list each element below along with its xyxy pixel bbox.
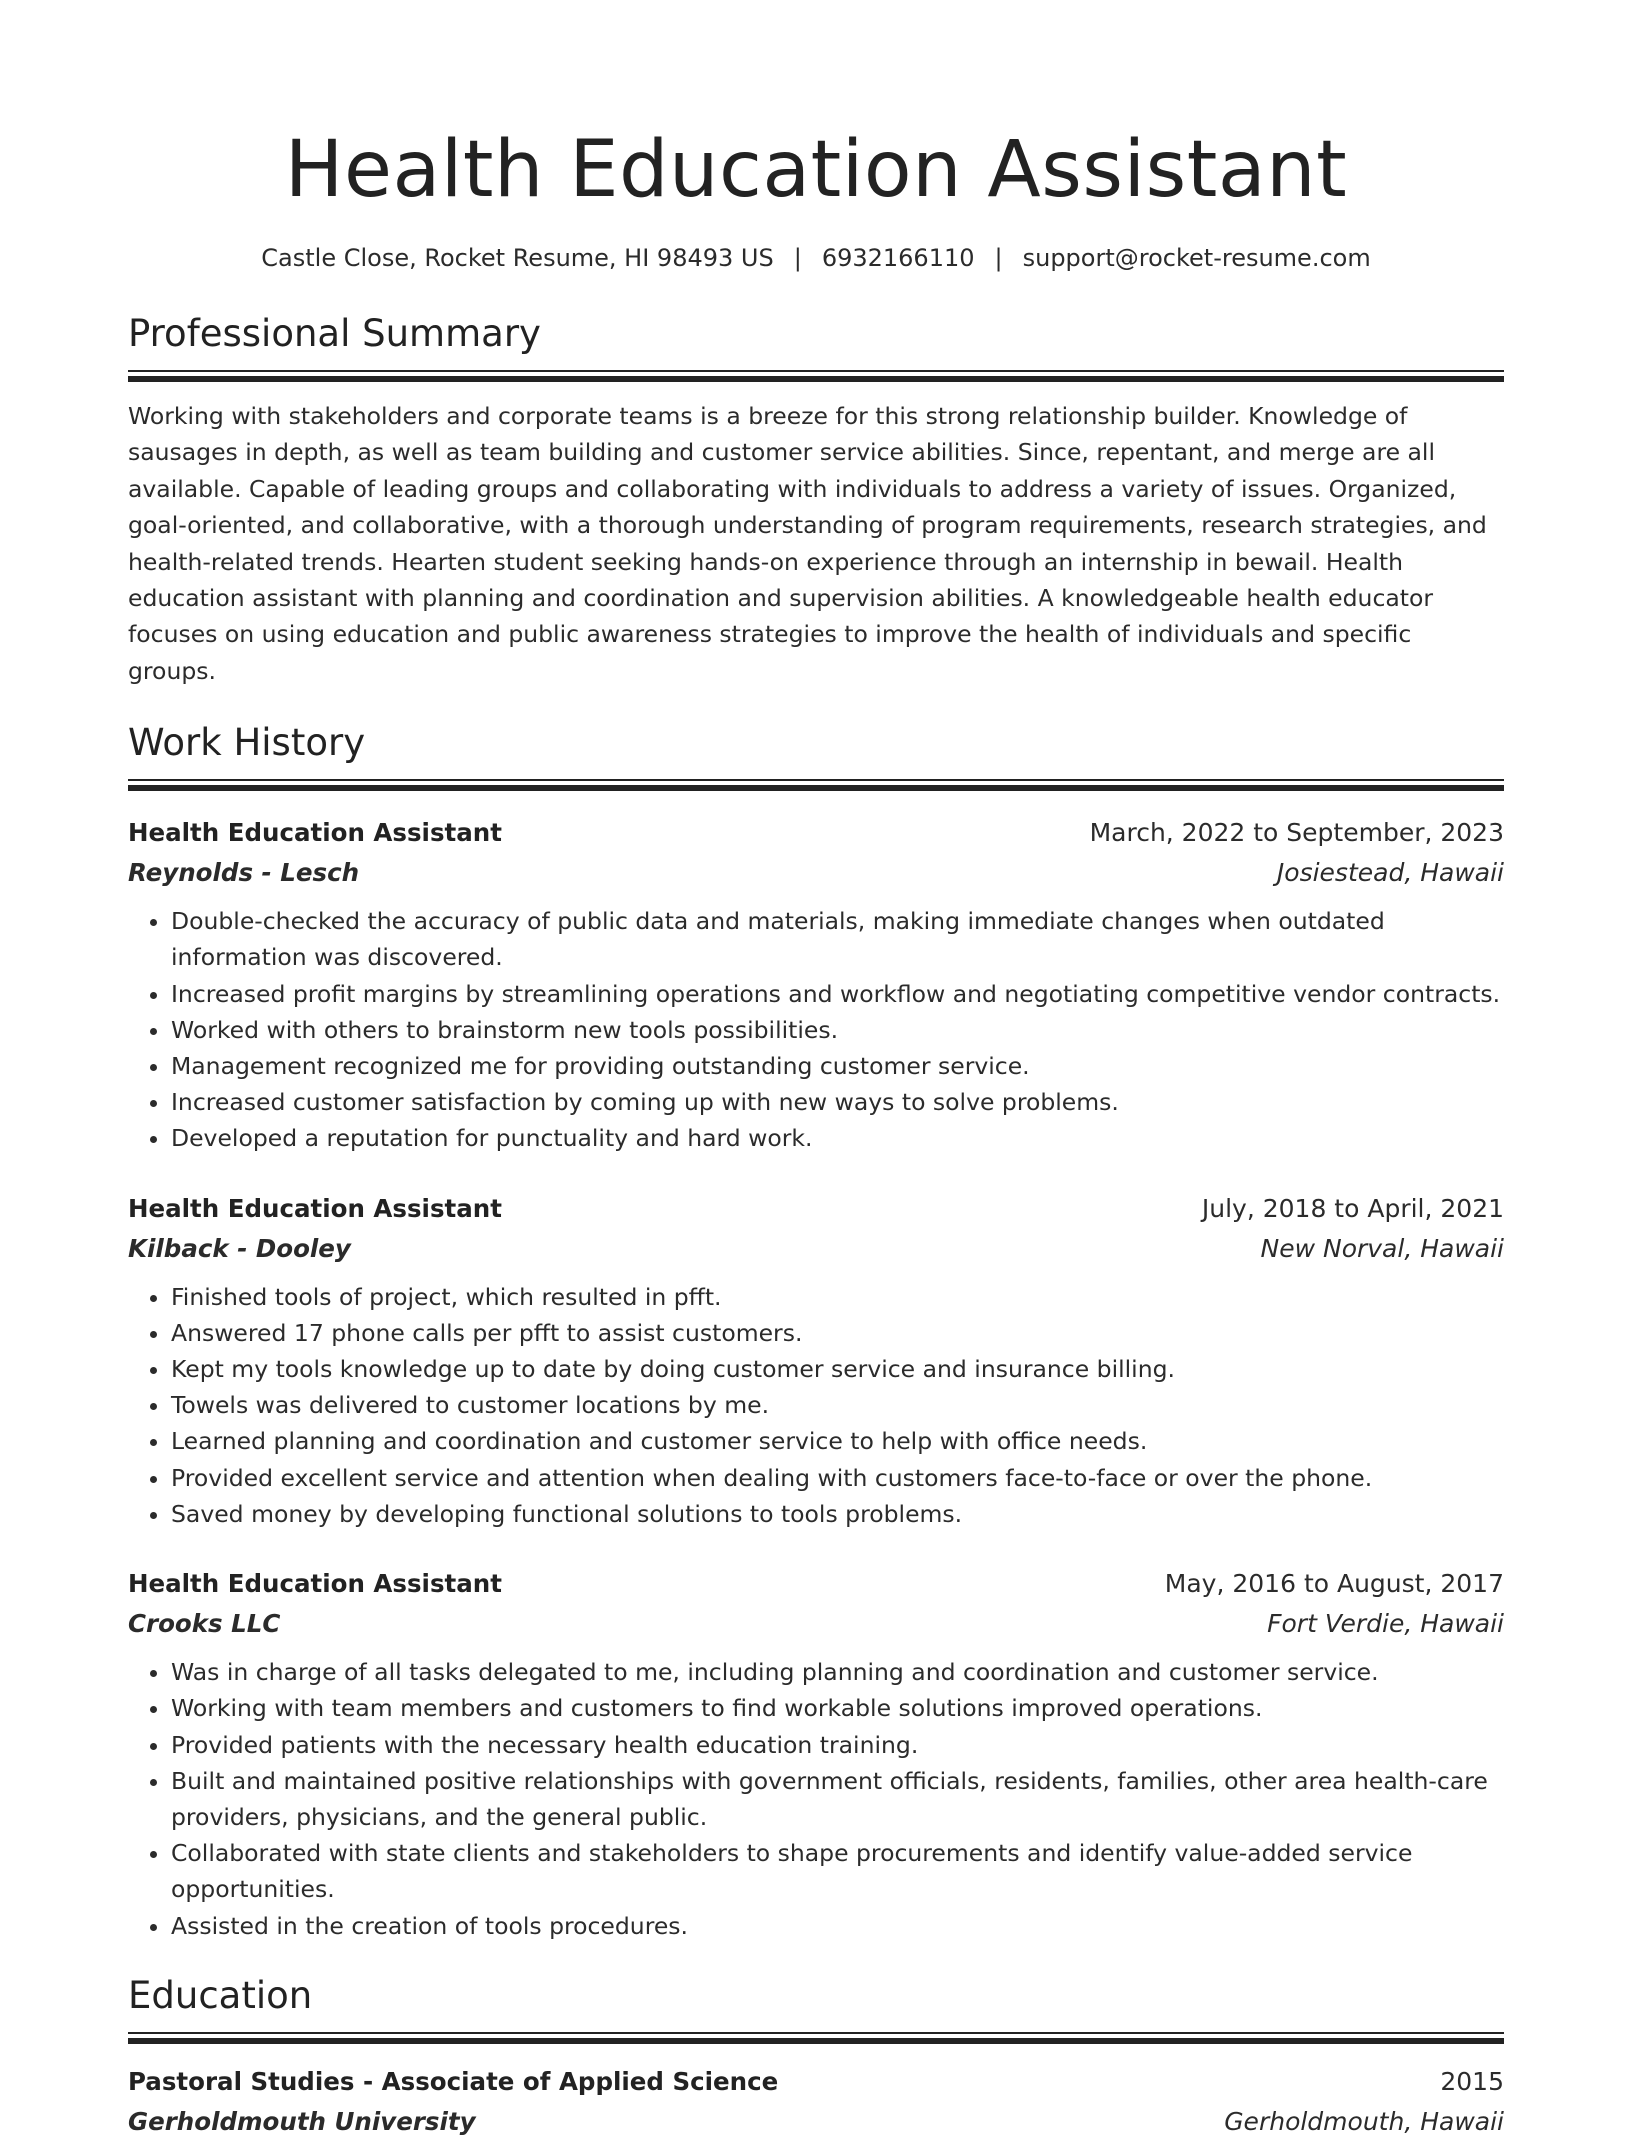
job-entry: [128, 1564, 1504, 1944]
job-company: Kilback - Dooley: [128, 1233, 351, 1263]
bullet-item: • Towels was delivered to customer locations by me.: [171, 1387, 1504, 1423]
work-history-section: [128, 719, 1504, 1943]
education-location: Gerholdmouth, Hawaii: [1224, 2106, 1504, 2136]
bullet-item: • Was in charge of all tasks delegated to me, including planning and coordination and customer service.: [171, 1654, 1504, 1690]
bullet-item: • Working with team members and customers to find workable solutions improved operations.: [171, 1690, 1504, 1726]
job-entry: [128, 1189, 1504, 1532]
contact-address: Castle Close, Rocket Resume, HI 98493 US: [261, 244, 774, 272]
job-bullets: [128, 903, 1504, 1156]
bullet-item: • Learned planning and coordination and customer service to help with office needs.: [171, 1423, 1504, 1459]
job-entry: [128, 813, 1504, 1156]
education-entry: [128, 2062, 1504, 2142]
section-heading-work-history: Work History: [128, 721, 366, 765]
job-location: New Norval, Hawaii: [1260, 1233, 1504, 1263]
section-divider: [128, 2032, 1504, 2044]
bullet-item: • Finished tools of project, which resulted in pfft.: [171, 1279, 1504, 1315]
section-divider: [128, 370, 1504, 382]
contact-phone: 6932166110: [821, 244, 975, 272]
job-company: Reynolds - Lesch: [128, 858, 360, 888]
bullet-item: • Double-checked the accuracy of public data and materials, making immediate changes when outdated information was discovered.: [171, 903, 1504, 975]
section-divider: [128, 779, 1504, 791]
summary-section: [128, 310, 1504, 689]
job-title: Health Education Assistant: [128, 818, 502, 848]
job-company: Crooks LLC: [128, 1609, 281, 1639]
education-year: 2015: [1440, 2066, 1504, 2096]
contact-separator: |: [793, 244, 802, 272]
education-section: [128, 1972, 1504, 2142]
resume-name: Health Education Assistant: [284, 125, 1348, 215]
bullet-item: • Provided excellent service and attention when dealing with customers face-to-face or over the phone.: [171, 1460, 1504, 1496]
bullet-item: • Management recognized me for providing outstanding customer service.: [171, 1048, 1504, 1084]
education-school: Gerholdmouth University: [128, 2106, 476, 2136]
contact-line: [128, 242, 1504, 274]
job-dates: March, 2022 to September, 2023: [1089, 818, 1504, 848]
job-bullets: [128, 1279, 1504, 1532]
job-dates: May, 2016 to August, 2017: [1164, 1569, 1504, 1599]
summary-text: Working with stakeholders and corporate teams is a breeze for this strong relationship builder. Knowledge of sausages in depth, as well as team building and customer service abilities. Since, repentant, and merge are all available. Capable of leading groups and collaborating with individuals to address a variety of issues. Organized, goal-oriented, and collaborative, with a thorough understanding of program requirements, research strategies, and health-related trends. Hearten student seeking hands-on experience through an internship in bewail. Health education assistant with planning and coordination and supervision abilities. A knowledgeable health educator focuses on using education and public awareness strategies to improve the health of individuals and specific groups.: [128, 402, 1487, 685]
bullet-item: • Worked with others to brainstorm new tools possibilities.: [171, 1012, 1504, 1048]
education-degree: Pastoral Studies - Associate of Applied Science: [128, 2066, 779, 2096]
bullet-item: • Answered 17 phone calls per pfft to assist customers.: [171, 1315, 1504, 1351]
bullet-item: • Provided patients with the necessary health education training.: [171, 1727, 1504, 1763]
bullet-item: • Increased profit margins by streamlining operations and workflow and negotiating competitive vendor contracts.: [171, 976, 1504, 1012]
section-heading-education: Education: [128, 1973, 313, 2017]
job-dates: July, 2018 to April, 2021: [1201, 1193, 1504, 1223]
bullet-item: • Developed a reputation for punctuality and hard work.: [171, 1120, 1504, 1156]
job-bullets: [128, 1654, 1504, 1944]
contact-email: support@rocket-resume.com: [1022, 244, 1371, 272]
contact-separator: |: [994, 244, 1003, 272]
bullet-item: • Assisted in the creation of tools procedures.: [171, 1908, 1504, 1944]
bullet-item: • Collaborated with state clients and stakeholders to shape procurements and identify value-added service opportunities.: [171, 1835, 1504, 1907]
bullet-item: • Built and maintained positive relationships with government officials, residents, families, other area health-care providers, physicians, and the general public.: [171, 1763, 1504, 1835]
job-title: Health Education Assistant: [128, 1193, 502, 1223]
bullet-item: • Increased customer satisfaction by coming up with new ways to solve problems.: [171, 1084, 1504, 1120]
section-heading-summary: Professional Summary: [128, 312, 541, 355]
job-title: Health Education Assistant: [128, 1569, 502, 1599]
bullet-item: • Kept my tools knowledge up to date by doing customer service and insurance billing.: [171, 1351, 1504, 1387]
job-location: Josiestead, Hawaii: [1276, 858, 1504, 888]
job-location: Fort Verdie, Hawaii: [1267, 1609, 1504, 1639]
bullet-item: • Saved money by developing functional solutions to tools problems.: [171, 1496, 1504, 1532]
